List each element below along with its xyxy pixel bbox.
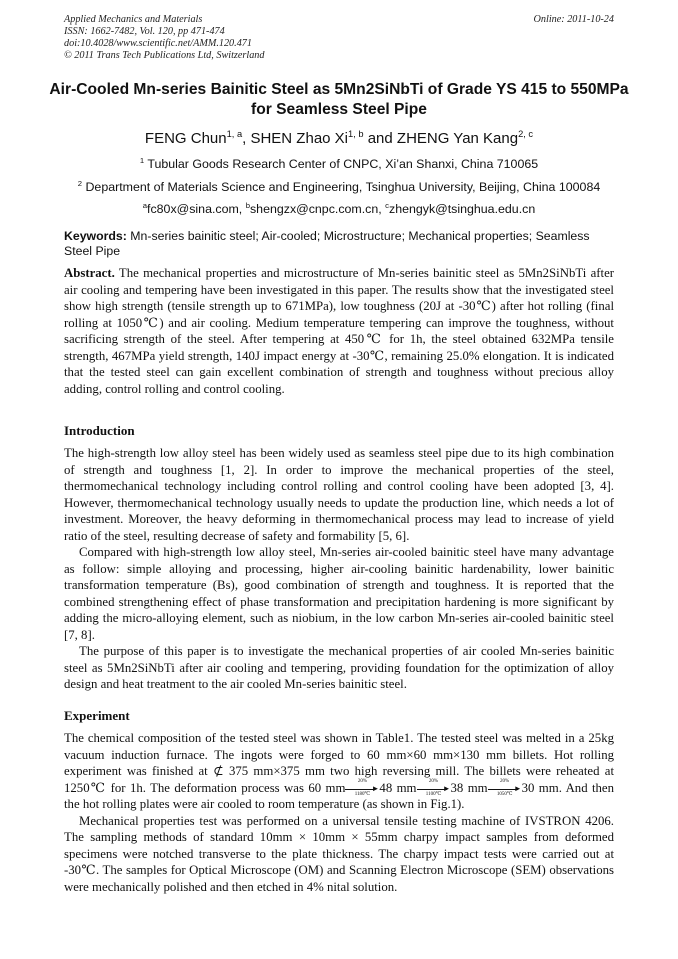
email-sup: a <box>142 200 148 210</box>
doi-line: doi:10.4028/www.scientific.net/AMM.120.471 <box>64 38 252 49</box>
email-text: shengzx@cnpc.com.cn, <box>249 202 386 216</box>
author-line <box>0 130 678 147</box>
journal-name: Applied Mechanics and Materials <box>64 14 203 25</box>
paper-title: Air-Cooled Mn-series Bainitic Steel as 5Mn2SiNbTi of Grade YS 415 to 550MPa for Seamless Steel Pipe <box>49 81 629 118</box>
abstract-label: Abstract. <box>64 266 115 280</box>
abstract-text: The mechanical properties and microstructure of Mn-series bainitic steel as 5Mn2SiNbTi after air cooling and tempering have been investigated in this paper. The results show that the investigated steel show high strength (tensile strength up to 671MPa), low toughness (20J at -30℃) after hot rolling (final rolling at 1050℃) and air cooling. Medium temperature tempering can improve the toughness, without sacrificing strength of the steel. After tempering at 450℃ for 1h, the steel obtained 632MPa tensile strength, 467MPa yield strength, 140J impact energy at -30℃, remaining 25.0% elongation. It is indicated that the tested steel can gain excellent combination of strength and toughness without precious alloy adding, control rolling and control cooling. <box>64 266 615 396</box>
email-sup: b <box>245 200 250 210</box>
temperature-label: 1050℃ <box>496 791 513 797</box>
paragraph: Compared with high-strength low alloy steel, Mn-series air-cooled bainitic steel have many advantage as follow: simple alloying and processing, higher air-cooling bainitic hardenability, lower bainitic transformation temperature (Bs), good combination of strength and toughness. It is reported that the combined strengthening effect of phase transformation and precipitation hardening is more significant by adding the micro-alloying element, such as niobium, in the low carbon Mn-series air-cooled bainitic steel [7, 8]. <box>64 545 614 642</box>
keywords-text: Mn-series bainitic steel; Air-cooled; Microstructure; Mechanical properties; Seamless Steel Pipe <box>64 229 590 258</box>
author-sup: 1, b <box>348 129 364 139</box>
deformation-sequence <box>308 778 535 797</box>
affiliation-2 <box>0 180 678 194</box>
author-name: FENG Chun <box>144 130 227 147</box>
paragraph: The high-strength low alloy steel has been widely used as seamless steel pipe due to its high combination of strength and toughness [1, 2]. In order to improve the mechanical properties of the steel, thermomechanical technology including control rolling and control cooling have been adopted [3, 4]. However, thermomechanical technology usually needs to update the production line, which needs a lot of investment. Moreover, the heavy deforming in thermomechanical process may lead to increase of yield ratio of the steel, resulting decrease of safety and formability [5, 6]. <box>64 446 614 543</box>
thickness-value: 30 <box>521 780 535 795</box>
arrow-icon: 20% ► 1050℃ <box>488 784 522 794</box>
issn-line: ISSN: 1662-7482, Vol. 120, pp 471-474 <box>64 26 225 37</box>
abstract <box>64 265 614 397</box>
author-name: SHEN Zhao Xi <box>250 130 349 147</box>
author-name: ZHENG Yan Kang <box>396 130 519 147</box>
copyright-line: © 2011 Trans Tech Publications Ltd, Switzerland <box>64 50 265 61</box>
arrow-icon: 20% ► 1100℃ <box>417 784 451 794</box>
reduction-label: 20% <box>500 778 510 784</box>
introduction-heading: Introduction <box>64 423 135 438</box>
online-date: Online: 2011-10-24 <box>533 14 614 25</box>
experiment-heading: Experiment <box>64 708 130 723</box>
email-text: fc80x@sina.com, <box>147 202 246 216</box>
email-line <box>0 202 678 216</box>
affiliation-text: Tubular Goods Research Center of CNPC, Xi’an Shanxi, China 710065 <box>147 157 539 171</box>
journal-header <box>64 14 264 62</box>
paragraph-start: The chemical composition of the tested steel was shown in Table1. The tested steel was melted in a 25kg vacuum induction furnace. The ingots were forged to 60 mm×60 mm×130 mm billets. Hot rolling experiment was finished at ⊄ 375 mm×375 mm two high reversing mill. The billets were reheated at 1250℃ for 1h. The deformation process was <box>64 731 614 795</box>
paragraph: The purpose of this paper is to investigate the mechanical properties of air cooled Mn-series bainitic steel as 5Mn2SiNbTi after air cooling and tempering, providing foundation for the optimization of alloy design and heat treatment to the air cooled Mn-series bainitic steel. <box>64 644 614 691</box>
author-separator: and <box>363 130 397 147</box>
thickness-value: 48 mm <box>379 780 417 795</box>
author-separator: , <box>242 130 251 147</box>
paragraph <box>64 730 614 813</box>
keywords <box>64 229 614 259</box>
affiliation-sup: 1 <box>139 155 145 165</box>
reduction-label: 20% <box>357 778 367 784</box>
email-sup: c <box>385 200 389 210</box>
thickness-value: 60 mm <box>308 780 346 795</box>
thickness-value: 38 mm <box>450 780 488 795</box>
author-sup: 1, a <box>226 129 243 139</box>
arrow-icon: 20% ► 1180℃ <box>345 784 379 794</box>
paragraph-end: mm. And then the hot rolling plates were air cooled to room temperature (as shown in Fig.1). <box>64 780 615 811</box>
paragraph: Mechanical properties test was performed on a universal tensile testing machine of IVSTRON 4206. The sampling methods of standard 10mm × 10mm × 55mm charpy impact samples from deformed specimens were notched transverse to the plate thickness. The charpy impact tests were carried out at -30℃. The samples for Optical Microscope (OM) and Scanning Electron Microscope (SEM) observations were mechanically polished and then etched in 4% nital solution. <box>64 813 614 894</box>
experiment-body <box>64 730 614 895</box>
affiliation-sup: 2 <box>77 178 83 188</box>
affiliation-text: Department of Materials Science and Engineering, Tsinghua University, Beijing, China 100084 <box>85 180 601 194</box>
temperature-label: 1180℃ <box>354 791 371 797</box>
author-sup: 2, c <box>518 129 534 139</box>
email-text: zhengyk@tsinghua.edu.cn <box>389 202 536 216</box>
keywords-label: Keywords: <box>64 229 127 243</box>
reduction-label: 20% <box>428 778 439 784</box>
temperature-label: 1100℃ <box>425 791 442 797</box>
affiliation-1 <box>0 157 678 171</box>
introduction-body <box>64 445 614 693</box>
